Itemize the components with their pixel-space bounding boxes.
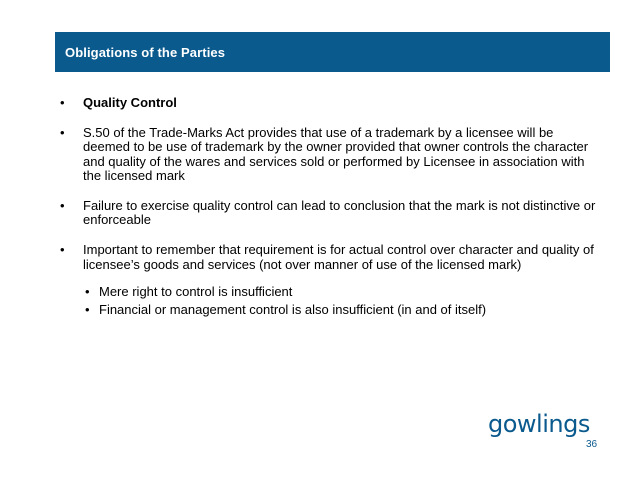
bullet-text: Important to remember that requirement is for actual control over character and quality of licensee’s goods and services (not over manner of use of the licensed mark) bbox=[83, 242, 594, 272]
sub-bullet-item bbox=[85, 303, 598, 317]
bullet-item bbox=[58, 243, 598, 271]
bullet-item bbox=[58, 126, 598, 183]
sub-bullet-marker: • bbox=[85, 302, 90, 318]
bullet-text: S.50 of the Trade-Marks Act provides that use of a trademark by a licensee will be deemed to be use of trademark by the owner provided that owner controls the character and quality of the wares and services sold or performed by Licensee in association with the licensed mark bbox=[83, 125, 589, 183]
sub-bullet-list bbox=[85, 285, 598, 317]
page-number: 36 bbox=[586, 439, 598, 450]
bullet-marker: • bbox=[60, 125, 65, 141]
sub-bullet-text: Mere right to control is insufficient bbox=[99, 283, 293, 299]
sub-bullet-item bbox=[85, 285, 598, 299]
sub-bullet-text: Financial or management control is also insufficient (in and of itself) bbox=[99, 302, 487, 318]
bullet-marker: • bbox=[60, 242, 65, 258]
bullet-marker: • bbox=[60, 198, 65, 214]
sub-bullet-marker: • bbox=[85, 283, 90, 299]
bullet-text: Failure to exercise quality control can lead to conclusion that the mark is not distinctive or enforceable bbox=[83, 198, 596, 228]
slide-title-bar bbox=[55, 32, 610, 72]
gowlings-logo: gowlings bbox=[488, 410, 590, 438]
bullet-item bbox=[58, 199, 598, 227]
bullet-item bbox=[58, 96, 598, 110]
slide-content bbox=[58, 96, 598, 321]
bullet-text: Quality Control bbox=[83, 95, 177, 110]
slide-title: Obligations of the Parties bbox=[65, 44, 226, 60]
bullet-marker: • bbox=[60, 95, 65, 110]
